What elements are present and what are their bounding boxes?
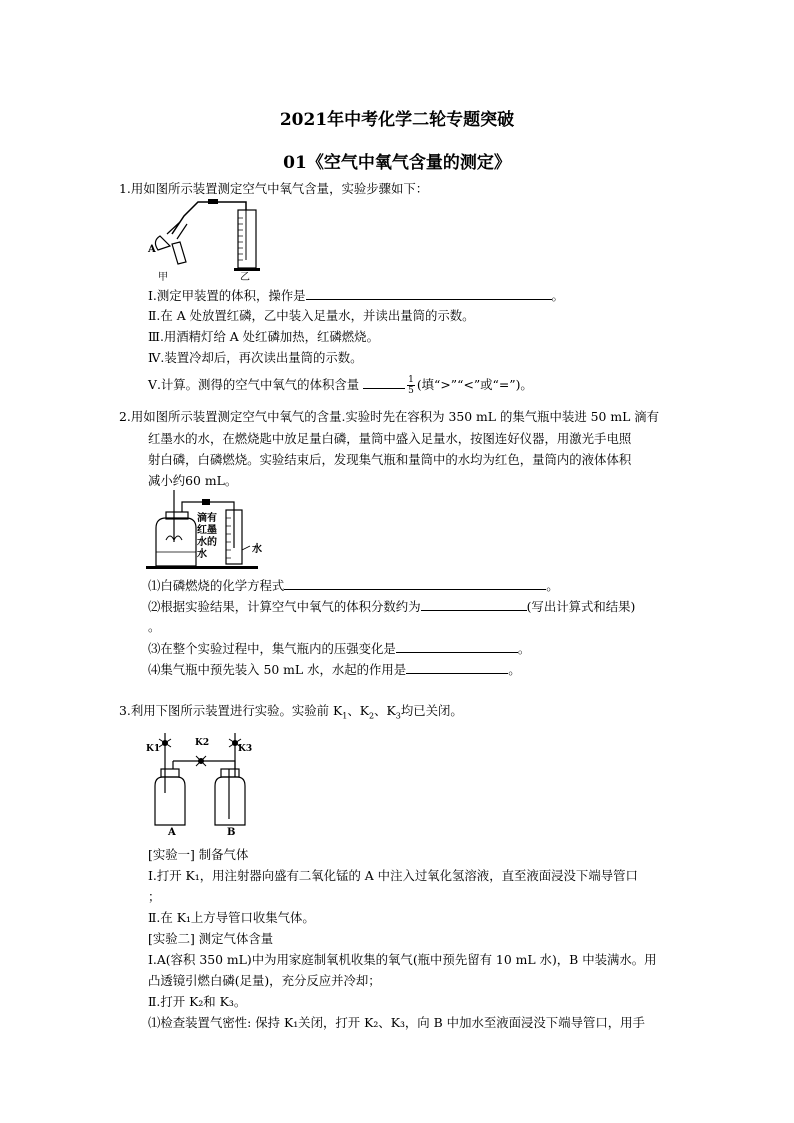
q2-part4 — [148, 661, 521, 678]
q2-part3-blank[interactable] — [396, 640, 518, 653]
q3-exp1-step1-tail: ； — [148, 889, 161, 904]
q3-stem-post: 均已关闭。 — [400, 703, 463, 718]
q1-step2: Ⅱ.在 A 处放置红磷，乙中装入足量水，并读出量筒的示数。 — [148, 308, 475, 323]
q3-exp2-step1-cont: 凸透镜引燃白磷(足量)，充分反应并冷却； — [148, 973, 381, 988]
q2-part4-blank[interactable] — [406, 661, 508, 674]
frac-denominator: 5 — [408, 386, 414, 396]
q3-stem-mid2: 、K — [374, 703, 396, 718]
q1-step5-text: Ⅴ.计算。测得的空气中氧气的体积含量 — [148, 377, 360, 392]
q1-step1-text: Ⅰ.测定甲装置的体积，操作是 — [148, 288, 306, 303]
q2-fig-label-5: 水 — [252, 544, 262, 555]
q3-exp1-step2: Ⅱ.在 K₁上方导管口收集气体。 — [148, 910, 315, 925]
q3-stem-sub2: 2 — [369, 711, 375, 721]
q3-exp2-step1: Ⅰ.A(容积 350 mL)中为用家庭制氧机收集的氧气(瓶中预先留有 10 mL 水)，B 中装满水。用 — [148, 952, 657, 967]
q2-line4: 减小约60 mL。 — [148, 473, 238, 488]
q1-fig-label-yi: 乙 — [240, 272, 250, 283]
q3-fig-k3: K3 — [238, 744, 253, 754]
one-fifth-fraction — [407, 375, 415, 396]
q2-part3-text: ⑶在整个实验过程中，集气瓶内的压强变化是 — [148, 641, 396, 656]
q2-part2 — [148, 598, 635, 615]
q3-fig-k1: K1 — [146, 744, 161, 754]
q3-stem-sub1: 1 — [342, 711, 348, 721]
q2-part4-end: 。 — [508, 662, 521, 677]
q3-exp2-part1: ⑴检查装置气密性: 保持 K₁关闭，打开 K₂、K₃，向 B 中加水至液面浸没下端导管口，用手 — [148, 1015, 645, 1030]
page-subtitle: 01《空气中氧气含量的测定》 — [283, 153, 511, 173]
q1-fig-label-a: A — [148, 244, 156, 255]
q1-fig-label-jia: 甲 — [158, 272, 168, 283]
q1-step5-end: (填“>”“<”或“=”)。 — [416, 377, 533, 392]
q3-exp2-heading: [实验二] 测定气体含量 — [148, 931, 274, 946]
q3-stem-mid1: 、K — [347, 703, 370, 718]
q2-part2-end: (写出计算式和结果) — [526, 599, 636, 614]
q2-fig-label-2: 红墨 — [197, 525, 217, 536]
q2-part1-text: ⑴白磷燃烧的化学方程式 — [148, 578, 285, 593]
q2-part2-tail: 。 — [148, 619, 161, 634]
q2-fig-label-3: 水的 — [197, 537, 217, 548]
q2-part1 — [148, 577, 559, 594]
q3-fig-k2: K2 — [195, 738, 210, 748]
q1-stem: 1.用如图所示装置测定空气中氧气含量，实验步骤如下： — [119, 181, 429, 196]
q2-fig-label-1: 滴有 — [197, 513, 217, 524]
q2-part1-end: 。 — [546, 578, 559, 593]
q2-part3-end: 。 — [517, 641, 531, 656]
q2-part3 — [148, 640, 530, 657]
q3-exp1-step1: Ⅰ.打开 K₁，用注射器向盛有二氧化锰的 A 中注入过氧化氢溶液，直至液面浸没下端导管口 — [148, 868, 638, 883]
q1-step5 — [148, 375, 533, 396]
q2-line2: 红墨水的水，在燃烧匙中放足量白磷，量筒中盛入足量水，按图连好仪器，用激光手电照 — [148, 431, 632, 446]
q1-step4: Ⅳ.装置冷却后，再次读出量筒的示数。 — [148, 350, 363, 365]
q3-exp2-step2: Ⅱ.打开 K₂和 K₃。 — [148, 994, 247, 1009]
q3-fig-label-b: B — [227, 827, 236, 838]
q1-step5-blank[interactable] — [363, 376, 405, 389]
page-title: 2021年中考化学二轮专题突破 — [279, 110, 515, 130]
q2-fig-label-4: 水 — [197, 549, 207, 560]
q1-step1-end: 。 — [551, 288, 564, 303]
q2-part1-blank[interactable] — [284, 577, 546, 590]
q3-stem-sub3: 3 — [395, 711, 401, 721]
frac-numerator: 1 — [408, 375, 414, 385]
q3-fig-label-a: A — [168, 827, 176, 838]
q1-step1 — [148, 287, 564, 304]
q2-line3: 射白磷，白磷燃烧。实验结束后，发现集气瓶和量筒中的水均为红色，量筒内的液体体积 — [148, 452, 632, 467]
q2-part2-text: ⑵根据实验结果，计算空气中氧气的体积分数约为 — [148, 599, 421, 614]
q1-step1-blank[interactable] — [306, 287, 552, 300]
q2-line1: 2.用如图所示装置测定空气中氧气的含量.实验时先在容积为 350 mL 的集气瓶中装进 50 mL 滴有 — [119, 409, 660, 424]
q1-step3: Ⅲ.用酒精灯给 A 处红磷加热，红磷燃烧。 — [148, 329, 379, 344]
q2-part4-text: ⑷集气瓶中预先装入 50 mL 水，水起的作用是 — [148, 662, 407, 677]
q2-part2-blank[interactable] — [421, 598, 527, 611]
q3-stem — [119, 703, 463, 724]
q3-exp1-heading: [实验一] 制备气体 — [148, 847, 249, 862]
q3-stem-pre: 3.利用下图所示装置进行实验。实验前 K — [119, 703, 343, 718]
